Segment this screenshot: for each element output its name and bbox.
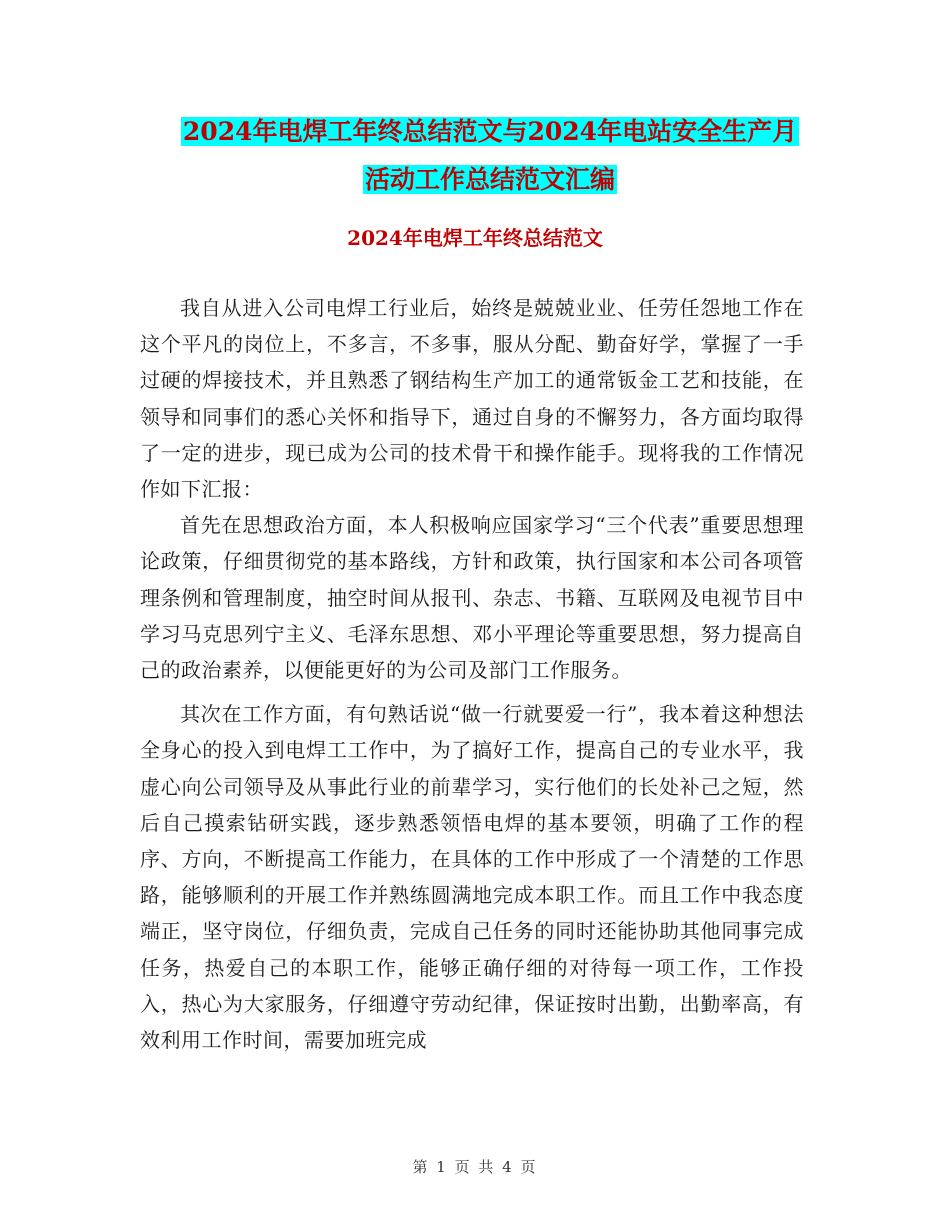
section-title: 2024年电焊工年终总结范文: [347, 226, 603, 250]
document-body: [140, 290, 804, 1058]
paragraph-work: 其次在工作方面，有句熟话说“做一行就要爱一行”，我本着这种想法全身心的投入到电焊工工作中，为了搞好工作，提高自己的专业水平，我虚心向公司领导及从事此行业的前辈学习，实行他们的长处补己之短，然后自己摸索钻研实践，逐步熟悉领悟电焊的基本要领，明确了工作的程序、方向，不断提高工作能力，在具体的工作中形成了一个清楚的工作思路，能够顺利的开展工作并熟练圆满地完成本职工作。而且工作中我态度端正，坚守岗位，仔细负责，完成自己任务的同时还能协助其他同事完成任务，热爱自己的本职工作，能够正确仔细的对待每一项工作，工作投入，热心为大家服务，仔细遵守劳动纪律，保证按时出勤，出勤率高，有效利用工作时间，需要加班完成: [140, 702, 804, 1053]
document-title-line-1: 2024年电焊工年终总结范文与2024年电站安全生产月: [182, 117, 798, 146]
document-title: [140, 108, 840, 204]
paragraph-political: 首先在思想政治方面，本人积极响应国家学习“三个代表”重要思想理论政策，仔细贯彻党的基本路线，方针和政策，执行国家和本公司各项管理条例和管理制度，抽空时间从报刊、杂志、书籍、互联网及电视节目中学习马克思列宁主义、毛泽东思想、邓小平理论等重要思想，努力提高自己的政治素养，以便能更好的为公司及部门工作服务。: [140, 513, 804, 683]
document-title-line-2: 活动工作总结范文汇编: [364, 165, 615, 194]
page-number-footer: 第 1 页 共 4 页: [412, 1158, 538, 1176]
paragraph-introduction: 我自从进入公司电焊工行业后，始终是兢兢业业、任劳任怨地工作在这个平凡的岗位上，不多言，不多事，服从分配、勤奋好学，掌握了一手过硬的焊接技术，并且熟悉了钢结构生产加工的通常钣金工艺和技能，在领导和同事们的悉心关怀和指导下，通过自身的不懈努力，各方面均取得了一定的进步，现已成为公司的技术骨干和操作能手。现将我的工作情况作如下汇报：: [140, 296, 804, 502]
